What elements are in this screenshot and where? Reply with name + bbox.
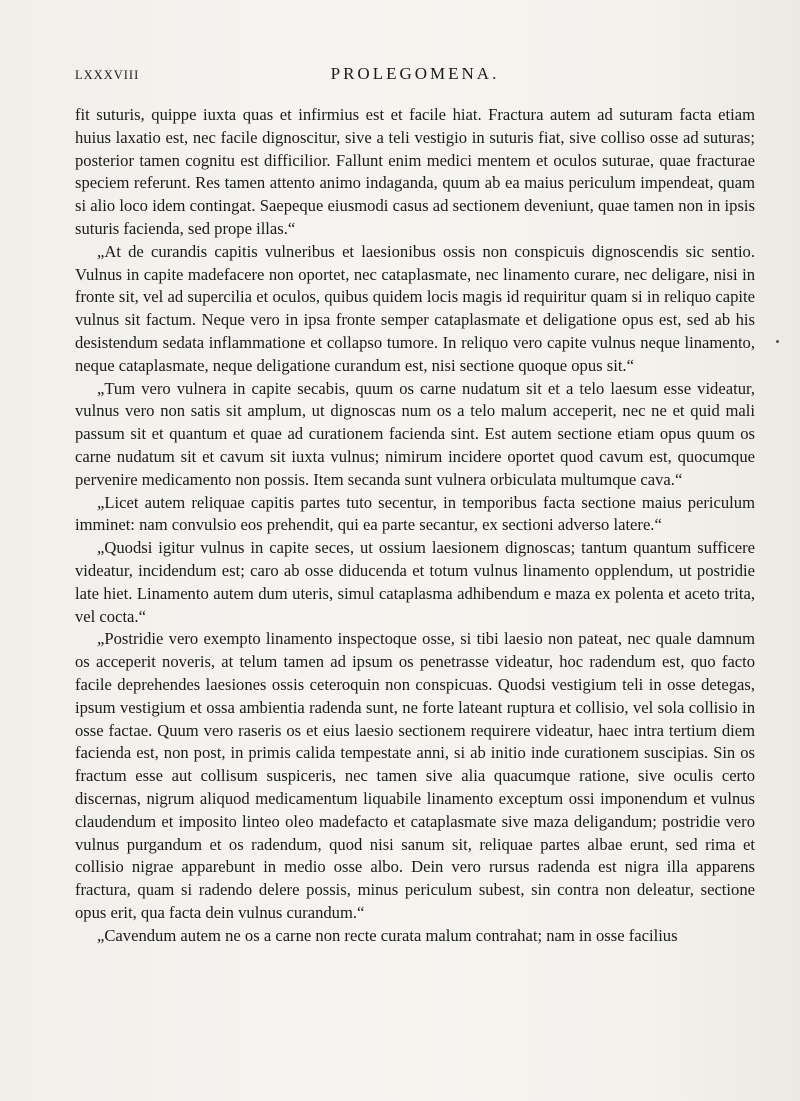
paragraph-6: „Postridie vero exempto linamento inspectoque osse, si tibi laesio non pateat, nec quale damnum os acceperit noveris, at telum tamen ad ipsum os penetrasse videatur, hoc radendum est, quo facto facile deprehendes laesiones ossis ceteroquin non conspicuas. Quodsi vestigium teli in osse detegas, ipsum vestigium et ossa ambientia radenda sunt, ne forte lateant ruptura et collisio, vel sola collisio in osse factae. Quum vero raseris os et eius laesio sectionem requirere videatur, haec intra tertium diem facienda est, non post, in primis calida tempestate anni, si ab initio inde curationem suscipias. Sin os fractum esse aut collisum suspiceris, nec tamen sive alia quacumque ratione, sive oculis certo discernas, nigrum aliquod medicamentum liquabile linamento exceptum ossi imponendum et vulnus claudendum et imposito linteo oleo madefacto et cataplasmate sive maza deligandum; postridie vero vulnus purgandum et os radendum, quod nisi sanum sit, reliquae partes albae erunt, sed rima et collisio nigrae apparebunt in medio osse albo. Dein vero rursus radenda est nigra illa apparens fractura, quam si radendo delere possis, minus periculum subest, sin contra non deleatur, sectione opus erit, qua facta dein vulnus curandum.“	[75, 629, 755, 922]
running-header	[75, 64, 755, 86]
paragraph-5: „Quodsi igitur vulnus in capite seces, ut ossium laesionem dignoscas; tantum quantum sufficere videatur, incidendum est; caro ab osse diducenda et totum vulnus linamento opplendum, ut postridie late hiet. Linamento autem dum uteris, simul cataplasma adhibendum e maza ex polenta et aceto trita, vel cocta.“	[75, 538, 755, 626]
paragraph-7: „Cavendum autem ne os a carne non recte curata malum contrahat; nam in osse facilius	[97, 925, 678, 945]
paragraph-4: „Licet autem reliquae capitis partes tuto secentur, in temporibus facta sectione maius periculum imminet: nam convulsio eos prehendit, qui ea parte secantur, ex sectioni adverso latere.“	[75, 492, 755, 535]
paragraph-1: fit suturis, quippe iuxta quas et infirmius est et facile hiat. Fractura autem ad suturam facta etiam huius laxatio est, nec facile dignoscitur, sive a teli vestigio in suturis fiat, sive colliso osse ad suturas; posterior tamen cognitu est difficilior. Fallunt enim medici mentem et oculos suturae, quae fracturae speciem referunt. Res tamen attento animo indaganda, quum ab ea maius periculum impendeat, quam si alio loco idem contingat. Saepeque eiusmodi casus ad sectionem deveniunt, quae tamen non in ipsis suturis facienda, sed prope illas.“	[75, 105, 755, 238]
paragraph-3: „Tum vero vulnera in capite secabis, quum os carne nudatum sit et a telo laesum esse videatur, vulnus vero non satis sit amplum, ut dignoscas num os a telo malum acceperit, nec ne et quid mali passum sit et quantum et quae ad curationem facienda sint. Est autem sectione etiam opus quum os carne nudatum sit et cavum sit iuxta vulnus; nimirum incidere oportet quod cavum est, quocumque pervenire medicamento non possis. Item secanda sunt vulnera orbiculata multumque cava.“	[75, 378, 755, 489]
page-title: PROLEGOMENA.	[330, 64, 500, 83]
print-speck	[776, 340, 779, 343]
paragraph-2: „At de curandis capitis vulneribus et laesionibus ossis non conspicuis dignoscendis sic sentio. Vulnus in capite madefacere non oportet, nec cataplasmate, nec linamento curare, nec deligare, nisi in fronte sit, vel ad supercilia et oculos, quibus quidem locis magis id requiritur quam si in reliquo capite vulnus sit factum. Neque vero in ipsa fronte semper cataplasmate et deligatione opus est, sed ab his desistendum sedata inflammatione et collapso tumore. In reliquo vero capite vulnus neque linamento, neque cataplasmate, neque deligatione curandum est, nisi sectione quoque opus sit.“	[75, 241, 755, 375]
body-text	[75, 104, 755, 947]
page-number: LXXXVIII	[75, 68, 140, 82]
